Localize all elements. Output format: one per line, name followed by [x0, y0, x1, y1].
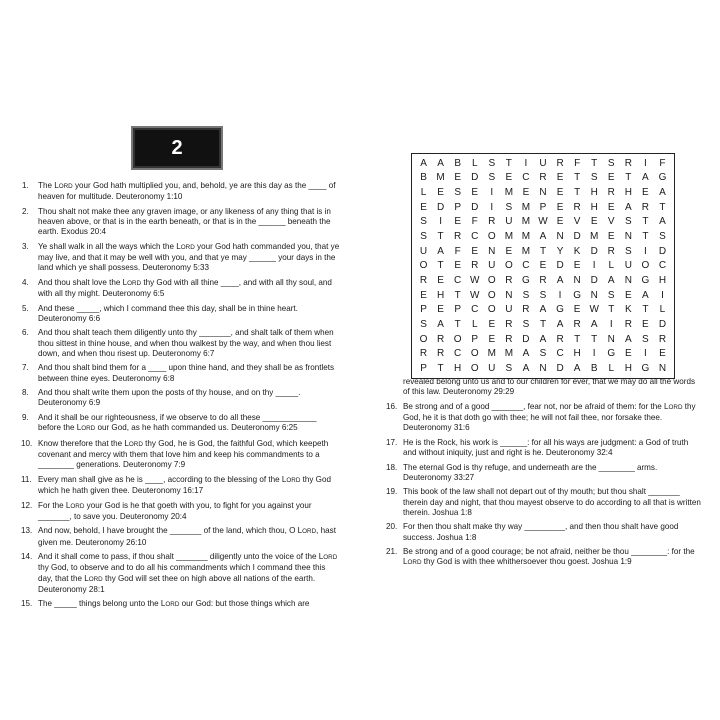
- grid-letter: D: [471, 201, 479, 213]
- grid-letter: E: [590, 216, 598, 228]
- grid-letter: R: [505, 319, 513, 331]
- grid-letter: P: [454, 304, 461, 316]
- grid-letter: M: [590, 231, 599, 243]
- grid-letter: N: [573, 275, 581, 287]
- grid-letter: L: [420, 187, 427, 199]
- grid-letter: E: [556, 216, 564, 228]
- question-number: 6.: [22, 328, 29, 338]
- question-text: And thou shalt bind them for a ____ upon thine hand, and they shall be as frontlets between thine eyes. Deuteronomy 6:8: [38, 363, 335, 383]
- grid-letter: R: [505, 275, 513, 287]
- grid-letter: Y: [556, 245, 564, 257]
- grid-letter: C: [658, 260, 667, 272]
- grid-letter: S: [454, 187, 461, 199]
- grid-letter: T: [437, 260, 444, 272]
- grid-letter: E: [454, 216, 461, 228]
- question-number: 17.: [386, 437, 398, 447]
- grid-letter: U: [624, 260, 632, 272]
- grid-letter: D: [658, 245, 667, 257]
- grid-letter: H: [573, 348, 581, 360]
- question-item: [22, 207, 340, 238]
- grid-letter: H: [590, 187, 598, 199]
- question-text: Know therefore that the LORD thy God, he is God, the faithful God, which keepeth covenant and mercy with them that love him and keep his commandments to a ________ generations. Deuteronomy 7:9: [38, 438, 329, 470]
- grid-letter: C: [454, 275, 462, 287]
- grid-letter: U: [539, 157, 547, 169]
- question-number: 10.: [21, 438, 33, 448]
- questions-left-column: [22, 181, 340, 615]
- grid-letter: R: [539, 172, 547, 184]
- grid-letter: E: [437, 304, 444, 316]
- question-number: 12.: [21, 500, 33, 510]
- grid-letter: S: [539, 348, 547, 360]
- grid-letter: I: [644, 348, 647, 360]
- grid-letter: G: [556, 304, 564, 316]
- grid-letter: G: [573, 289, 582, 301]
- grid-letter: R: [607, 187, 615, 199]
- grid-letter: N: [590, 289, 598, 301]
- grid-letter: F: [454, 245, 461, 257]
- grid-letter: M: [521, 216, 531, 228]
- grid-letter: S: [420, 231, 427, 243]
- grid-letter: M: [521, 201, 531, 213]
- grid-letter: R: [624, 319, 632, 331]
- question-text: And thou shalt teach them diligently unto thy _______, and shalt talk of them when thou sittest in thine house, and when thou walkest by the way, and when thou liest down, and when thou risest up. Deuteronomy 6:7: [38, 328, 334, 358]
- grid-letter: F: [574, 157, 581, 169]
- grid-letter: T: [437, 231, 444, 243]
- grid-letter: T: [505, 157, 512, 169]
- grid-letter: T: [437, 363, 444, 375]
- question-text: For then thou shalt make thy way _________, and then thou shalt have good success. Joshua 1:8: [403, 522, 679, 542]
- question-text: For the LORD your God is he that goeth with you, to fight for you against your _______, to save you. Deuteronomy 20:4: [38, 500, 312, 521]
- grid-letter: T: [591, 333, 598, 345]
- grid-letter: E: [659, 348, 666, 360]
- grid-letter: E: [642, 319, 649, 331]
- grid-letter: U: [488, 260, 496, 272]
- grid-letter: N: [607, 333, 615, 345]
- question-item: [387, 547, 701, 568]
- grid-letter: R: [539, 275, 547, 287]
- grid-letter: P: [539, 201, 547, 213]
- grid-letter: B: [420, 172, 427, 184]
- grid-letter: M: [436, 172, 445, 184]
- grid-letter: S: [624, 245, 632, 257]
- grid-letter: I: [558, 289, 562, 301]
- question-text: And thou shalt love the LORD thy God with all thine ____, and with all thy soul, and with all thy might. Deuteronomy 6:5: [38, 277, 332, 298]
- question-item: [22, 439, 340, 471]
- grid-letter: N: [505, 289, 513, 301]
- grid-letter: T: [608, 304, 615, 316]
- grid-letter: A: [539, 333, 547, 345]
- grid-letter: H: [454, 363, 462, 375]
- grid-letter: R: [573, 201, 581, 213]
- grid-letter: L: [659, 304, 666, 316]
- grid-letter: A: [522, 363, 530, 375]
- grid-letter: R: [419, 348, 428, 360]
- grid-letter: L: [471, 319, 478, 331]
- grid-letter: R: [607, 245, 615, 257]
- grid-letter: O: [419, 333, 428, 345]
- question-item: [387, 438, 701, 458]
- grid-letter: B: [590, 363, 598, 375]
- question-number: 4.: [22, 277, 29, 287]
- grid-letter: I: [439, 216, 442, 228]
- grid-letter: U: [505, 304, 513, 316]
- question-number: 21.: [386, 547, 398, 557]
- page-number-box: [131, 126, 223, 170]
- grid-letter: I: [644, 245, 647, 257]
- grid-letter: E: [573, 260, 581, 272]
- question-item: [22, 475, 340, 496]
- grid-letter: S: [624, 216, 632, 228]
- grid-letter: P: [471, 333, 479, 345]
- grid-letter: E: [556, 187, 564, 199]
- grid-letter: T: [642, 304, 649, 316]
- grid-letter: T: [574, 172, 581, 184]
- grid-letter: L: [471, 157, 478, 169]
- grid-letter: G: [607, 348, 616, 360]
- grid-letter: N: [556, 231, 564, 243]
- question-number: 8.: [22, 388, 29, 398]
- question-number: 9.: [22, 412, 29, 422]
- question-text: And these _____, which I command thee this day, shall be in thine heart. Deuteronomy 6:6: [38, 303, 298, 323]
- grid-letter: T: [539, 319, 547, 331]
- grid-letter: C: [522, 172, 530, 184]
- grid-letter: E: [556, 201, 564, 213]
- question-text: The _____ things belong unto the LORD our God: but those things which are: [38, 599, 310, 609]
- question-item: [22, 599, 340, 610]
- grid-letter: D: [658, 319, 667, 331]
- grid-letter: P: [420, 363, 427, 375]
- grid-letter: E: [522, 187, 530, 199]
- grid-letter: T: [539, 245, 547, 257]
- question-number: 1.: [22, 181, 29, 190]
- grid-letter: W: [589, 304, 599, 316]
- question-number: 13.: [21, 526, 33, 536]
- grid-letter: M: [487, 348, 496, 360]
- question-text: Be strong and of a good _______, fear not, nor be afraid of them: for the LORD thy God, he it is that doth go with thee; he will not fail thee, nor forsake thee. Deuteronomy 31:6: [403, 401, 696, 433]
- grid-letter: P: [420, 304, 427, 316]
- grid-letter: A: [659, 187, 666, 199]
- question-text: The LORD your God hath multiplied you, and, behold, ye are this day as the ____ of heaven for multitude. Deuteronomy 1:10: [38, 181, 336, 202]
- grid-letter: U: [505, 216, 513, 228]
- grid-letter: L: [608, 363, 615, 375]
- question-text: And thou shalt write them upon the posts of thy house, and on thy _____. Deuteronomy 6:9: [38, 388, 301, 408]
- grid-letter: A: [624, 201, 632, 213]
- grid-letter: S: [539, 289, 547, 301]
- grid-letter: A: [437, 319, 444, 331]
- grid-letter: R: [573, 319, 581, 331]
- grid-letter: A: [573, 363, 581, 375]
- question-number: 16.: [386, 401, 398, 411]
- grid-letter: N: [624, 275, 632, 287]
- question-number: 15.: [21, 599, 33, 609]
- questions-right-column: [387, 377, 701, 573]
- grid-letter: R: [454, 231, 462, 243]
- grid-letter: N: [488, 245, 496, 257]
- grid-letter: I: [490, 201, 494, 213]
- grid-letter: T: [625, 172, 632, 184]
- grid-letter: H: [590, 201, 598, 213]
- grid-letter: R: [556, 157, 564, 169]
- grid-letter: I: [592, 260, 596, 272]
- grid-letter: T: [574, 333, 581, 345]
- grid-letter: C: [471, 304, 479, 316]
- question-number: 18.: [386, 462, 398, 472]
- grid-letter: R: [522, 304, 530, 316]
- grid-letter: G: [522, 275, 530, 287]
- grid-letter: S: [659, 231, 666, 243]
- grid-letter: O: [487, 275, 496, 287]
- grid-letter: S: [522, 289, 530, 301]
- grid-letter: R: [419, 275, 428, 287]
- question-text: And it shall be our righteousness, if we observe to do all these ____________ before the LORD our God, as he hath commanded us. Deuteronomy 6:25: [38, 412, 317, 433]
- grid-letter: D: [590, 245, 598, 257]
- grid-letter: O: [504, 260, 513, 272]
- grid-letter: R: [641, 201, 649, 213]
- grid-letter: O: [487, 304, 496, 316]
- grid-letter: S: [488, 157, 496, 169]
- grid-letter: E: [454, 260, 461, 272]
- grid-letter: E: [471, 245, 479, 257]
- grid-letter: E: [607, 231, 615, 243]
- grid-letter: A: [539, 231, 547, 243]
- question-item: [387, 487, 701, 518]
- question-text: He is the Rock, his work is ______: for all his ways are judgment: a God of truth and without iniquity, just and right is he. Deuteronomy 32:4: [403, 437, 689, 457]
- grid-letter: N: [658, 363, 667, 375]
- question-item: [22, 242, 340, 274]
- grid-letter: E: [624, 348, 632, 360]
- grid-letter: E: [607, 201, 615, 213]
- grid-letter: E: [505, 172, 513, 184]
- grid-letter: H: [624, 363, 632, 375]
- question-item: [22, 181, 340, 202]
- question-item: [22, 413, 340, 434]
- grid-letter: H: [624, 187, 632, 199]
- grid-letter: A: [590, 319, 598, 331]
- grid-letter: T: [454, 319, 461, 331]
- grid-letter: I: [661, 289, 664, 301]
- grid-letter: F: [471, 216, 478, 228]
- grid-letter: G: [641, 363, 650, 375]
- grid-letter: A: [607, 275, 615, 287]
- grid-letter: E: [624, 289, 632, 301]
- question-item: [22, 526, 340, 547]
- grid-letter: M: [521, 231, 531, 243]
- grid-letter: V: [607, 216, 615, 228]
- grid-letter: I: [609, 319, 613, 331]
- grid-letter: V: [573, 216, 581, 228]
- grid-letter: L: [608, 260, 615, 272]
- grid-letter: B: [454, 157, 461, 169]
- grid-letter: D: [471, 172, 479, 184]
- grid-letter: T: [659, 201, 666, 213]
- grid-letter: S: [488, 172, 496, 184]
- grid-letter: S: [607, 157, 615, 169]
- page-number: 2: [171, 136, 183, 159]
- grid-letter: R: [624, 157, 632, 169]
- grid-letter: E: [437, 275, 444, 287]
- grid-letter: K: [624, 304, 632, 316]
- grid-letter: O: [487, 231, 496, 243]
- grid-letter: O: [419, 260, 428, 272]
- grid-letter: S: [420, 319, 427, 331]
- grid-letter: I: [644, 157, 647, 169]
- grid-letter: R: [436, 333, 445, 345]
- question-item: [22, 278, 340, 299]
- question-item: [22, 388, 340, 408]
- grid-letter: R: [488, 216, 496, 228]
- grid-letter: E: [437, 187, 444, 199]
- question-number: 2.: [22, 206, 29, 216]
- grid-letter: G: [658, 172, 667, 184]
- question-number: 20.: [386, 522, 398, 532]
- grid-letter: C: [471, 231, 479, 243]
- grid-letter: E: [642, 187, 649, 199]
- grid-letter: F: [659, 157, 666, 169]
- grid-letter: E: [471, 187, 479, 199]
- grid-letter: A: [420, 157, 427, 169]
- grid-letter: D: [590, 275, 598, 287]
- grid-letter: E: [454, 172, 461, 184]
- grid-letter: N: [539, 187, 547, 199]
- grid-letter: E: [488, 333, 496, 345]
- grid-letter: S: [522, 319, 530, 331]
- grid-letter: A: [659, 216, 666, 228]
- grid-letter: E: [539, 260, 547, 272]
- grid-letter: R: [556, 333, 564, 345]
- word-search-grid: [411, 153, 675, 379]
- question-item: [22, 363, 340, 383]
- question-text: Ye shall walk in all the ways which the LORD your God hath commanded you, that ye may live, and that it may be well with you, and that ye may ______ your days in the land which ye shall possess. Deuteronomy 5:33: [38, 241, 340, 273]
- grid-letter: E: [607, 172, 615, 184]
- question-text: This book of the law shall not depart out of thy mouth; but thou shalt _______ therein day and night, that thou mayest observe to do according to all that is written therein. Joshua 1:8: [403, 487, 701, 517]
- grid-letter: E: [573, 304, 581, 316]
- grid-letter: N: [624, 231, 632, 243]
- question-item: [22, 328, 340, 359]
- question-item: [387, 402, 701, 434]
- grid-letter: O: [641, 260, 650, 272]
- grid-letter: S: [642, 333, 649, 345]
- grid-letter: D: [556, 260, 564, 272]
- question-number: 5.: [22, 303, 29, 313]
- grid-letter: W: [538, 216, 548, 228]
- grid-letter: T: [454, 289, 461, 301]
- grid-letter: S: [607, 289, 615, 301]
- grid-letter: T: [591, 157, 598, 169]
- question-item: [22, 501, 340, 522]
- grid-letter: C: [556, 348, 564, 360]
- grid-letter: M: [504, 348, 514, 360]
- grid-letter: A: [539, 304, 547, 316]
- grid-letter: W: [470, 275, 480, 287]
- grid-letter: A: [556, 319, 564, 331]
- grid-letter: A: [522, 348, 530, 360]
- grid-letter: A: [642, 172, 649, 184]
- grid-letter: D: [436, 201, 445, 213]
- question-item: [22, 552, 340, 595]
- question-number: 7.: [22, 363, 29, 373]
- grid-letter: R: [436, 348, 445, 360]
- question-item: [22, 304, 340, 324]
- grid-letter: I: [524, 157, 528, 169]
- question-text: Thou shalt not make thee any graven image, or any likeness of any thing that is in heaven above, or that is in the earth beneath, or that is in the ______ beneath the earth. Exodus 20:4: [38, 206, 331, 237]
- question-text: And now, behold, I have brought the _______ of the land, which thou, O LORD, hast given me. Deuteronomy 26:10: [38, 526, 336, 547]
- grid-letter: E: [420, 201, 427, 213]
- grid-letter: M: [504, 231, 514, 243]
- grid-letter: K: [573, 245, 581, 257]
- question-item: [387, 522, 701, 542]
- grid-letter: G: [641, 275, 650, 287]
- grid-letter: D: [573, 231, 581, 243]
- question-item: [387, 463, 701, 483]
- grid-letter: M: [521, 245, 531, 257]
- grid-letter: A: [556, 275, 564, 287]
- grid-letter: E: [505, 245, 513, 257]
- grid-letter: U: [488, 363, 496, 375]
- grid-letter: O: [453, 333, 462, 345]
- grid-letter: A: [437, 157, 444, 169]
- grid-letter: W: [470, 289, 480, 301]
- grid-letter: S: [420, 216, 427, 228]
- grid-letter: E: [488, 319, 496, 331]
- question-number: 19.: [386, 487, 398, 497]
- grid-letter: R: [658, 333, 667, 345]
- grid-letter: R: [471, 260, 479, 272]
- grid-letter: A: [642, 289, 649, 301]
- grid-letter: O: [470, 348, 479, 360]
- grid-letter: H: [658, 275, 667, 287]
- grid-letter: N: [539, 363, 547, 375]
- grid-letter: U: [419, 245, 428, 257]
- question-text: Every man shall give as he is ____, according to the blessing of the LORD thy God which he hath given thee. Deuteronomy 16:17: [38, 474, 331, 495]
- grid-letter: O: [487, 289, 496, 301]
- question-number: 3.: [22, 241, 29, 251]
- grid-letter: D: [522, 333, 530, 345]
- grid-letter: O: [470, 363, 479, 375]
- question-number: 14.: [21, 552, 33, 562]
- grid-letter: R: [505, 333, 513, 345]
- grid-letter: A: [437, 245, 444, 257]
- grid-letter: E: [556, 172, 564, 184]
- grid-letter: E: [420, 289, 427, 301]
- question-text: Be strong and of a good courage; be not afraid, neither be thou ________: for the LORD thy God is with thee whithersoever thou goest. Joshua 1:9: [403, 547, 695, 567]
- question-text: And it shall come to pass, if thou shalt _______ diligently unto the voice of the LORD thy God, to observe and to do all his commandments which I command thee this day, that the LORD thy God will set thee on high above all nations of the earth. Deuteronomy 28:1: [38, 552, 338, 594]
- grid-letter: I: [490, 187, 494, 199]
- grid-letter: P: [454, 201, 461, 213]
- grid-letter: A: [624, 333, 632, 345]
- grid-letter: D: [556, 363, 564, 375]
- grid-letter: T: [642, 216, 649, 228]
- grid-letter: M: [504, 187, 514, 199]
- grid-letter: T: [642, 231, 649, 243]
- question-number: 11.: [21, 474, 32, 484]
- grid-letter: C: [454, 348, 462, 360]
- grid-letter: S: [505, 363, 513, 375]
- grid-letter: T: [574, 187, 581, 199]
- grid-letter: C: [522, 260, 530, 272]
- grid-letter: H: [436, 289, 445, 301]
- grid-letter: S: [505, 201, 513, 213]
- grid-letter: I: [592, 348, 596, 360]
- question-text: The eternal God is thy refuge, and underneath are the ________ arms. Deuteronomy 33:27: [403, 462, 658, 482]
- question-15-continuation: revealed belong unto us and to our children for ever, that we may do all the words of this law. Deuteronomy 29:29: [403, 377, 695, 397]
- grid-letter: S: [590, 172, 598, 184]
